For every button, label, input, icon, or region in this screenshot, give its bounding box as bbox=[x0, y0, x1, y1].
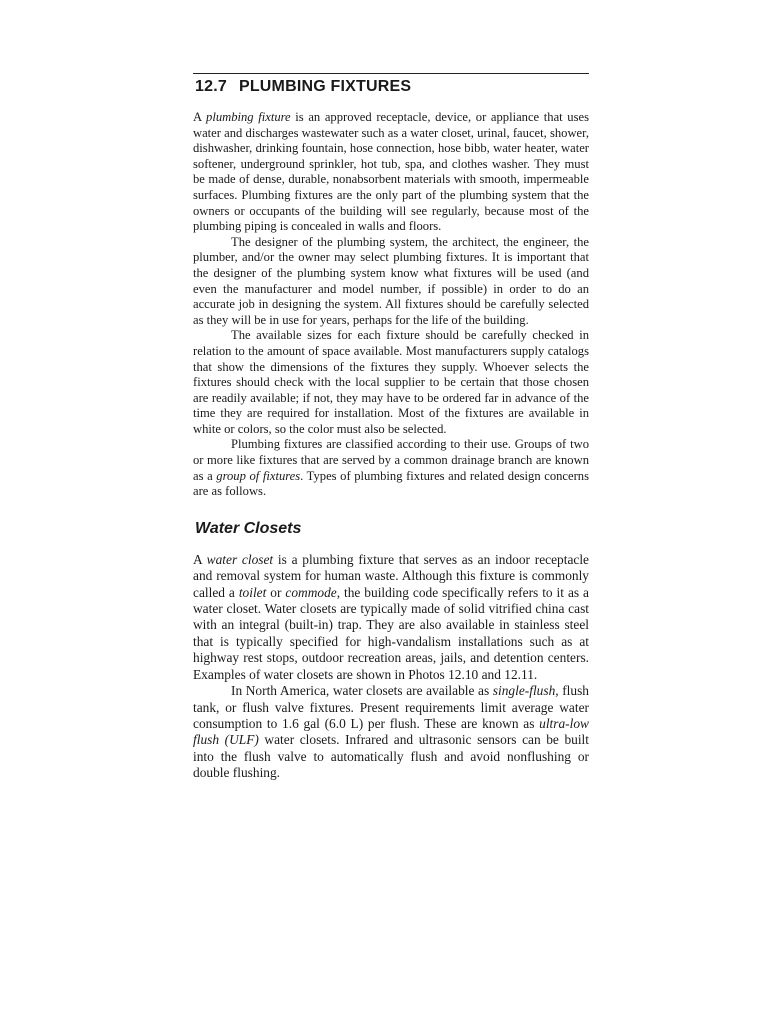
text-run: The designer of the plumbing system, the architect, the engineer, the plumber, and/or the owner may select plumbing fixtures. It is important that the designer of the plumbing system know what fixtures will be used (and even the manufacturer and model number, if possible) in order to do an accurate job in designing the system. All fixtures should be carefully selected as they will be in use for years, perhaps for the life of the building. bbox=[193, 234, 589, 327]
italic-term: single-flush, bbox=[492, 683, 559, 699]
italic-term: plumbing fixture bbox=[206, 110, 291, 124]
italic-term: toilet bbox=[238, 584, 267, 600]
text-run: A bbox=[193, 110, 207, 124]
text-run: water closets. Infrared and ultrasonic sensors can be built into the flush valve to automatically flush and avoid nonflushing or double flushing. bbox=[193, 732, 589, 781]
section-title bbox=[195, 78, 589, 96]
italic-term: group of fixtures bbox=[216, 468, 301, 483]
text-run: Plumbing fixtures are classified according to their use. Groups of two or more like fixtures that are served by a common drainage branch are known as a bbox=[193, 437, 589, 483]
subsection-title: Water Closets bbox=[195, 519, 302, 537]
text-run: is a plumbing fixture that serves as an indoor receptacle and removal system for human waste. Although this fixture is commonly called a bbox=[193, 551, 589, 600]
text-run: flush tank, or flush valve fixtures. Present requirements limit average water consumption to 1.6 gal (6.0 L) per flush. These are known as bbox=[193, 683, 589, 731]
italic-term: water closet bbox=[206, 551, 274, 567]
top-rule bbox=[193, 73, 589, 74]
italic-term: ultra-low flush (ULF) bbox=[193, 715, 589, 748]
text-run: The available sizes for each fixture should be carefully checked in relation to the amount of space available. Most manufacturers supply catalogs that show the dimensions of the fixtures they supply. Whoever selects the fixtures should check with the local supplier to be certain that those chosen are readily available; if not, they may have to be ordered far in advance of the time they are required for installation. Most of the fixtures are available in white or colors, so the color must also be selected. bbox=[193, 328, 589, 436]
text-run: . Types of plumbing fixtures and related design concerns are as follows. bbox=[193, 468, 589, 499]
paragraph bbox=[193, 552, 589, 683]
paragraph bbox=[193, 110, 589, 235]
paragraph bbox=[193, 683, 589, 781]
section-title-text: PLUMBING FIXTURES bbox=[238, 78, 412, 95]
text-run: or bbox=[266, 584, 286, 600]
text-run: is an approved receptacle, device, or appliance that uses water and discharges wastewater such as a water closet, urinal, faucet, shower, dishwasher, drinking fountain, hose connection, hose bibb, water heater, water softener, underground sprinkler, hot tub, spa, and clothes washer. They must be made of dense, durable, nonabsorbent materials with smooth, impermeable surfaces. Plumbing fixtures are the only part of the plumbing system that the owners or occupants of the building will see regularly, because most of the plumbing piping is concealed in walls and floors. bbox=[193, 110, 589, 234]
paragraph bbox=[193, 235, 589, 329]
document-page bbox=[193, 73, 589, 782]
paragraph bbox=[193, 437, 589, 499]
italic-term: commode, bbox=[285, 584, 341, 600]
text-run: In North America, water closets are available as bbox=[231, 683, 493, 699]
paragraph bbox=[193, 328, 589, 437]
section-number: 12.7 bbox=[195, 78, 227, 95]
text-run: A bbox=[193, 551, 207, 567]
text-run: the building code specifically refers to it as a water closet. Water closets are typically made of solid vitrified china cast with an integral (built-in) trap. They are also available in stainless steel that is typically specified for high-vandalism installations such as at highway rest stops, outdoor recreation areas, jails, and detention centers. Examples of water closets are shown in Photos 12.10 and 12.11. bbox=[193, 584, 589, 682]
